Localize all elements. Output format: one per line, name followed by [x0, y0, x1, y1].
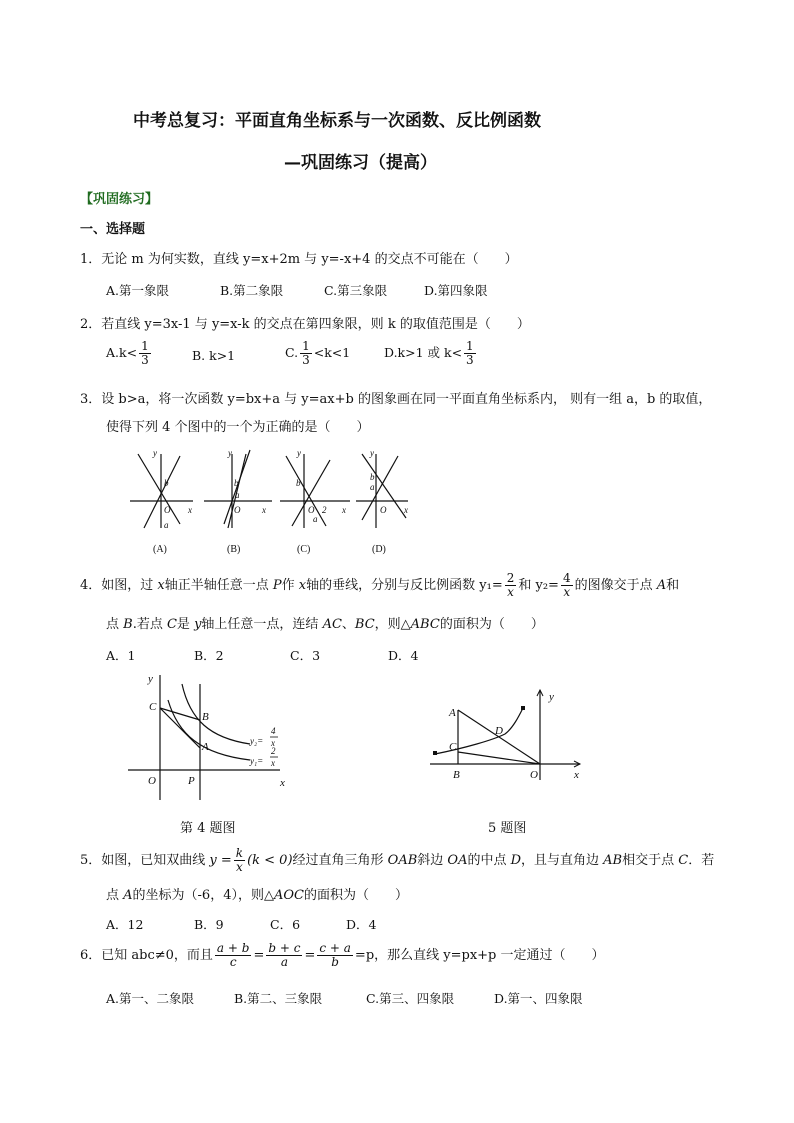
q5-figure-caption: 5 题图: [488, 821, 527, 836]
q3-label-d: (D): [372, 544, 386, 555]
svg-text:y: y: [228, 448, 232, 458]
q4-option-c: C．3: [290, 648, 321, 663]
q5-option-d: D．4: [346, 917, 377, 932]
q5-option-c: C．6: [270, 917, 301, 932]
q5-fig-b-label: B: [453, 769, 460, 781]
svg-text:y: y: [297, 448, 301, 458]
fraction: $\frac{k}{x}$: [235, 846, 244, 874]
svg-text:a: a: [164, 520, 169, 530]
svg-text:b: b: [164, 478, 169, 488]
svg-text:O: O: [164, 505, 171, 515]
svg-text:a: a: [235, 490, 240, 500]
q3-figure-a: [130, 454, 193, 528]
section-heading: 一、选择题: [80, 222, 146, 237]
svg-text:x: x: [188, 505, 192, 515]
q6-option-a: A.第一、二象限: [106, 991, 195, 1006]
q5-fig-y-label: y: [549, 691, 554, 703]
q4-option-d: D．4: [388, 648, 419, 663]
q5-fig-o-label: O: [530, 769, 538, 781]
q4-fig-eq2-den: x: [271, 738, 275, 748]
svg-text:y: y: [370, 448, 374, 458]
svg-text:a: a: [370, 482, 375, 492]
q5-fig-c-label: C: [449, 741, 457, 753]
q3-figure-d: [356, 454, 408, 528]
q3-figures: [128, 446, 408, 558]
fraction: $\frac{4}{x}$: [562, 571, 571, 599]
fraction: $\frac{1}{3}$: [466, 339, 474, 367]
svg-text:b: b: [296, 478, 301, 488]
question-5-line2: 点 A的坐标为（-6，4），则△AOC的面积为（ ）: [106, 888, 408, 903]
question-5-line1: 5．如图，已知双曲线 y = $\frac{k}{x}$ (k < 0)经过直角三角形 OAB斜边 OA的中点 D，且与直角边 AB相交于点 C．若: [80, 846, 715, 874]
svg-text:O: O: [380, 505, 387, 515]
q6-option-b: B.第二、三象限: [234, 991, 323, 1006]
q4-fig-a-label: A: [202, 741, 209, 753]
svg-text:x: x: [262, 505, 266, 515]
svg-text:x: x: [404, 505, 408, 515]
fraction: $\frac{a + b}{c}$: [216, 941, 250, 969]
q5-option-b: B．9: [194, 917, 224, 932]
q4-option-b: B．2: [194, 648, 224, 663]
q1-option-b: B.第二象限: [220, 283, 284, 298]
q1-option-c: C.第三象限: [324, 283, 388, 298]
q5-option-a: A．12: [106, 917, 144, 932]
q4-figure-caption: 第 4 题图: [180, 821, 236, 836]
svg-text:a: a: [313, 514, 318, 524]
question-2-text: 2．若直线 y=3x-1 与 y=x-k 的交点在第四象限，则 k 的取值范围是（ ）: [80, 317, 530, 332]
q5-fig-x-label: x: [574, 769, 579, 781]
q4-fig-eq2-num: 4: [271, 726, 276, 736]
q4-fig-eq2-lhs: y₂=: [250, 736, 264, 746]
q5-fig-a-label: A: [449, 707, 456, 719]
q3-label-c: (C): [297, 544, 311, 555]
svg-text:x: x: [342, 505, 346, 515]
q1-option-d: D.第四象限: [424, 283, 488, 298]
q4-fig-c-label: C: [149, 701, 157, 713]
q4-fig-y-label: y: [148, 673, 153, 685]
fraction: $\frac{b + c}{a}$: [268, 941, 301, 969]
q3-label-b: (B): [227, 544, 241, 555]
svg-text:b: b: [370, 472, 375, 482]
svg-text:O: O: [234, 505, 241, 515]
section-tag: 【巩固练习】: [80, 192, 159, 207]
question-4-line1: 4．如图，过 x轴正半轴任意一点 P作 x轴的垂线，分别与反比例函数 y₁= $\frac{2}{x}$ 和 y₂= $\frac{4}{x}$ 的图像交于点 A和: [80, 571, 680, 599]
question-6-text: 6．已知 abc≠0，而且 $\frac{a + b}{c}$ = $\frac{b + c}{a}$ = $\frac{c + a}{b}$ =p，那么直线 y=px+p 一定通过（ ）: [80, 941, 605, 969]
page-title: 中考总复习：平面直角坐标系与一次函数、反比例函数: [133, 111, 541, 131]
q4-fig-eq1-num: 2: [271, 746, 276, 756]
q5-fig-d-label: D: [495, 725, 503, 737]
fraction: $\frac{2}{x}$: [506, 571, 515, 599]
q3-label-a: (A): [153, 544, 167, 555]
question-3-text-line2: 使得下列 4 个图中的一个为正确的是（ ）: [106, 420, 370, 435]
q6-option-d: D.第一、四象限: [494, 991, 583, 1006]
fraction: $\frac{1}{3}$: [302, 339, 310, 367]
q6-option-c: C.第三、四象限: [366, 991, 455, 1006]
page-subtitle: —巩固练习（提高）: [284, 153, 437, 173]
q4-fig-p-label: P: [188, 775, 195, 787]
question-3-text-line1: 3．设 b>a，将一次函数 y=bx+a 与 y=ax+b 的图象画在同一平面直角坐标系内， 则有一组 a，b 的取值，: [80, 392, 712, 407]
q4-figure: [120, 670, 300, 810]
q5-figure: [425, 688, 590, 788]
q2-option-b: B. k>1: [192, 348, 236, 363]
question-1-text: 1．无论 m 为何实数，直线 y=x+2m 与 y=-x+4 的交点不可能在（ ）: [80, 252, 518, 267]
svg-text:y: y: [153, 448, 157, 458]
q2-option-a: A.k< $\frac{1}{3}$: [106, 339, 149, 367]
q4-fig-eq1-den: x: [271, 758, 275, 768]
svg-text:b: b: [234, 478, 239, 488]
q4-fig-o-label: O: [148, 775, 156, 787]
svg-text:O: O: [308, 505, 315, 515]
q4-option-a: A．1: [106, 648, 136, 663]
q1-option-a: A.第一象限: [106, 283, 170, 298]
q3-figure-b: [204, 450, 272, 528]
fraction: $\frac{c + a}{b}$: [319, 941, 351, 969]
question-4-line2: 点 B.若点 C是 y轴上任意一点，连结 AC、BC，则△ABC的面积为（ ）: [106, 617, 544, 632]
q4-fig-x-label: x: [280, 777, 285, 789]
svg-text:2: 2: [322, 505, 327, 515]
q4-fig-b-label: B: [202, 711, 209, 723]
q4-fig-eq1-lhs: y₁=: [250, 756, 264, 766]
q2-option-c: C. $\frac{1}{3}$ <k<1: [285, 339, 351, 367]
q2-option-d: D.k>1 或 k< $\frac{1}{3}$: [384, 339, 474, 367]
fraction: $\frac{1}{3}$: [141, 339, 149, 367]
